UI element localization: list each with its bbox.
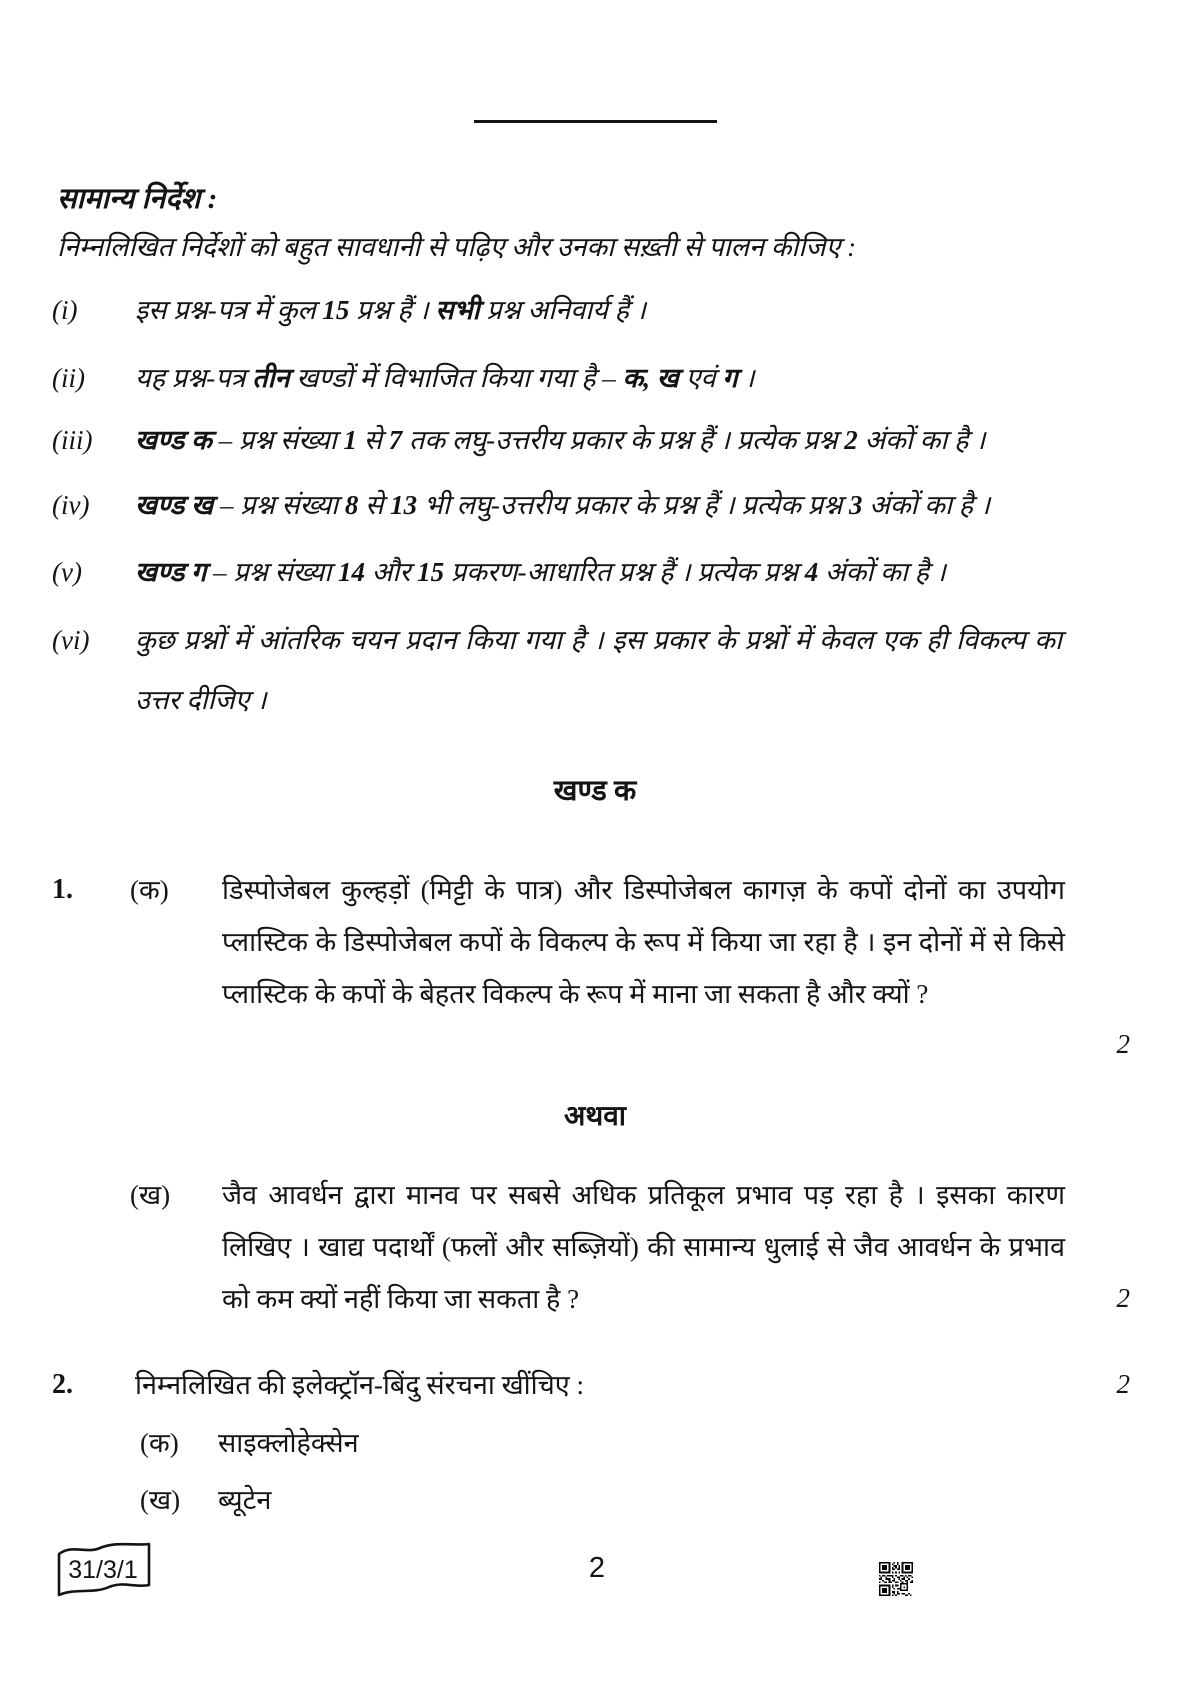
instruction-text: यह प्रश्न-पत्र तीन खण्डों में विभाजित किया गया है – क, ख एवं ग । — [135, 363, 755, 393]
question-2b-text: ब्यूटेन — [218, 1485, 272, 1515]
section-heading: खण्ड क — [553, 775, 637, 807]
general-instructions-intro: निम्नलिखित निर्देशों को बहुत सावधानी से पढ़िए और उनका सख़्ती से पालन कीजिए : — [57, 232, 857, 262]
instruction-item-1 — [52, 280, 1062, 340]
instruction-marker: (v) — [52, 557, 82, 587]
instruction-item-2 — [52, 348, 1062, 408]
instruction-marker: (ii) — [52, 363, 85, 393]
page-number: 2 — [588, 1552, 606, 1584]
question-2-text: निम्नलिखित की इलेक्ट्रॉन-बिंदु संरचना खींचिए : — [135, 1370, 584, 1400]
instruction-text: कुछ प्रश्नों में आंतरिक चयन प्रदान किया गया है । इस प्रकार के प्रश्नों में केवल एक ही विकल्प का उत्तर दीजिए । — [135, 625, 1062, 715]
instruction-item-5 — [52, 542, 1062, 602]
general-instructions-title: सामान्य निर्देश : — [57, 183, 218, 215]
instruction-text: खण्ड क – प्रश्न संख्या 1 से 7 तक लघु-उत्तरीय प्रकार के प्रश्न हैं । प्रत्येक प्रश्न 2 अंकों का है । — [135, 425, 986, 455]
question-1a-text: डिस्पोजेबल कुल्हड़ों (मिट्टी के पात्र) और डिस्पोजेबल कागज़ के कपों दोनों का उपयोग प्लास्टिक के डिस्पोजेबल कपों के विकल्प के रूप में किया जा रहा है । इन दोनों में से किसे प्लास्टिक के कपों के बेहतर विकल्प के रूप में माना जा सकता है और क्यों ? — [222, 875, 1065, 1009]
question-1b-label: (ख) — [130, 1180, 171, 1210]
instruction-marker: (iv) — [52, 490, 90, 520]
question-2b-label: (ख) — [140, 1485, 181, 1515]
instruction-marker: (iii) — [52, 425, 93, 455]
question-1a-marks: 2 — [1116, 1029, 1130, 1059]
top-divider-line — [474, 120, 717, 123]
question-1b-marks: 2 — [1116, 1283, 1130, 1313]
instruction-item-6 — [52, 610, 1062, 730]
paper-code-text: 31/3/1 — [68, 1556, 138, 1584]
instruction-marker: (vi) — [52, 625, 90, 655]
question-1-number: 1. — [52, 874, 73, 905]
paper-code-flag — [54, 1538, 154, 1600]
question-1b-text: जैव आवर्धन द्वारा मानव पर सबसे अधिक प्रतिकूल प्रभाव पड़ रहा है । इसका कारण लिखिए । खाद्य पदार्थों (फलों और सब्ज़ियों) की सामान्य धुलाई से जैव आवर्धन के प्रभाव को कम क्यों नहीं किया जा सकता है ? — [222, 1180, 1065, 1314]
instruction-text: खण्ड ग – प्रश्न संख्या 14 और 15 प्रकरण-आधारित प्रश्न हैं । प्रत्येक प्रश्न 4 अंकों का है । — [135, 557, 946, 587]
question-2a-label: (क) — [140, 1428, 179, 1458]
instruction-text: खण्ड ख – प्रश्न संख्या 8 से 13 भी लघु-उत्तरीय प्रकार के प्रश्न हैं । प्रत्येक प्रश्न 3 अंकों का है । — [135, 490, 991, 520]
or-separator-label: अथवा — [563, 1101, 627, 1132]
question-1a-label: (क) — [130, 875, 169, 905]
question-2-marks: 2 — [1116, 1369, 1130, 1399]
instruction-text: इस प्रश्न-पत्र में कुल 15 प्रश्न हैं । सभी प्रश्न अनिवार्य हैं । — [135, 295, 646, 325]
instruction-item-4 — [52, 475, 1062, 535]
instruction-marker: (i) — [52, 295, 78, 325]
qr-code-icon — [879, 1561, 913, 1597]
instruction-item-3 — [52, 410, 1062, 470]
question-2a-text: साइक्लोहेक्सेन — [218, 1428, 359, 1458]
question-2-number: 2. — [52, 1369, 73, 1400]
